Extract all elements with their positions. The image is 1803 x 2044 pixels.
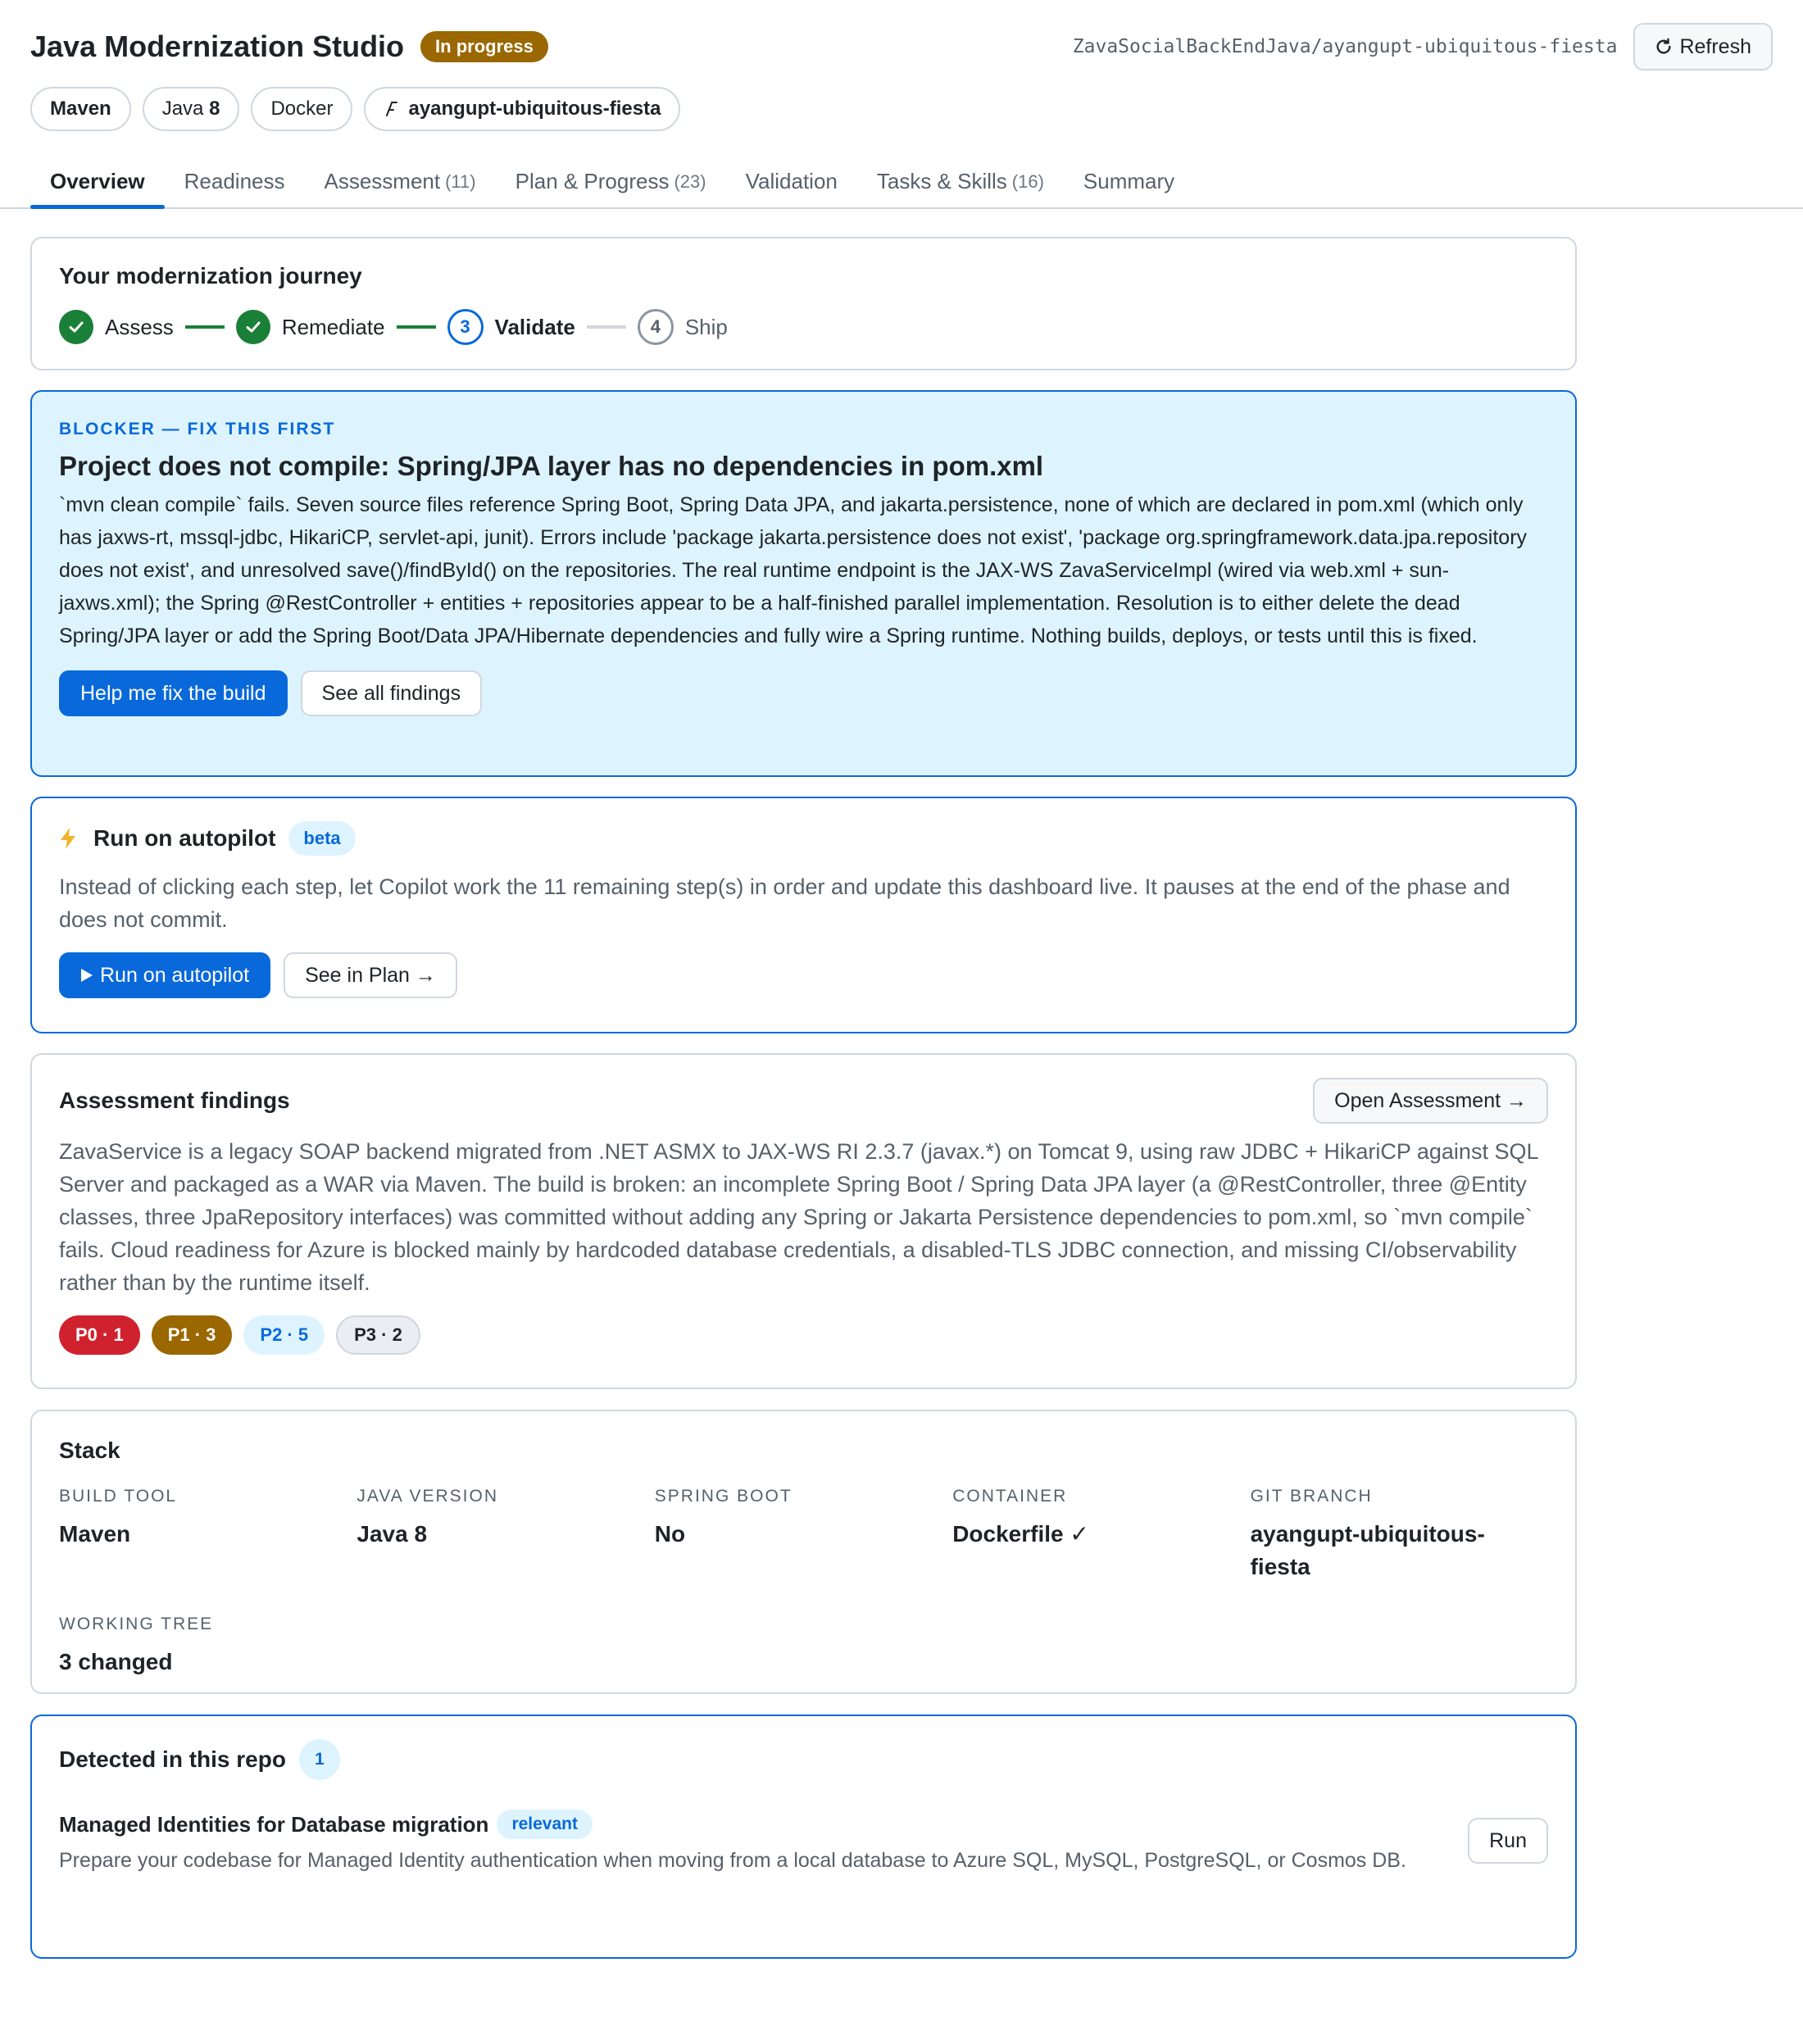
- chip-java-prefix: Java: [161, 98, 204, 120]
- detected-item-content: [59, 1810, 1468, 1877]
- refresh-button[interactable]: [1633, 23, 1773, 70]
- blocker-title: Project does not compile: Spring/JPA layer has no dependencies in pom.xml: [59, 451, 1044, 481]
- relevant-badge: relevant: [497, 1810, 593, 1839]
- assessment-card: [30, 1053, 1577, 1389]
- step-connector: [397, 325, 436, 329]
- header-right: [1073, 23, 1773, 70]
- stack-grid: [59, 1487, 1548, 1678]
- blocker-body: `mvn clean compile` fails. Seven source files reference Spring Boot, Spring Data JPA, and jakarta.persistence, none of which are declared in pom.xml (which only has jaxws-rt, mssql-jdbc, HikariCP, servlet-api, junit). Errors include 'package jakarta.persistence does not exist', 'package org.springframework.data.jpa.repository does not exist', and unresolved save()/findById() on the repositories. The real runtime endpoint is the JAX-WS ZavaServiceImpl (wired via web.xml + sun-jaxws.xml); the Spring @RestController + entities + repositories appear to be a half-finished parallel implementation. Resolution is to either delete the dead Spring/JPA layer or add the Spring Boot/Data JPA/Hibernate dependencies and fully wire a Spring runtime. Nothing builds, deploys, or tests until this is fixed.: [59, 493, 1528, 647]
- stack-label: SPRING BOOT: [654, 1487, 793, 1506]
- stack-label: GIT BRANCH: [1250, 1487, 1373, 1506]
- detected-item-header: [59, 1810, 1427, 1839]
- page-title: Java Modernization Studio: [30, 30, 405, 63]
- tab-assessment[interactable]: [305, 156, 496, 207]
- priority-badge-p1: P1 · 3: [152, 1315, 233, 1355]
- run-autopilot-label: Run on autopilot: [100, 963, 250, 987]
- assessment-title: Assessment findings: [59, 1088, 290, 1113]
- stack-value: ayangupt-ubiquitous-fiesta: [1250, 1521, 1485, 1579]
- tab-label: Assessment: [324, 169, 441, 193]
- priority-badges: [59, 1315, 1548, 1355]
- check-icon: [59, 310, 93, 344]
- stack-card: [30, 1410, 1577, 1694]
- play-icon: [80, 968, 93, 983]
- fix-build-button[interactable]: Help me fix the build: [59, 670, 288, 716]
- detected-item-description: Prepare your codebase for Managed Identity authentication when moving from a local database to Azure SQL, MySQL, PostgreSQL, or Cosmos DB.: [59, 1849, 1406, 1872]
- chip-branch-label: ayangupt-ubiquitous-fiesta: [408, 98, 661, 120]
- autopilot-header: [59, 821, 1548, 856]
- detected-title: Detected in this repo: [59, 1746, 286, 1772]
- detected-header: [59, 1739, 1548, 1780]
- stack-label: CONTAINER: [952, 1487, 1068, 1506]
- tab-tasks-skills[interactable]: [857, 156, 1064, 207]
- assessment-header: [59, 1078, 1548, 1124]
- chip-container: [251, 87, 352, 131]
- stack-label: BUILD TOOL: [59, 1487, 178, 1506]
- tab-count: (11): [445, 170, 476, 192]
- journey-steps: [59, 309, 1548, 345]
- refresh-label: Refresh: [1679, 34, 1751, 58]
- run-autopilot-button[interactable]: [59, 952, 270, 998]
- stack-item-working-tree: [59, 1615, 357, 1678]
- detected-item-name: Managed Identities for Database migration: [59, 1811, 489, 1837]
- journey-title: Your modernization journey: [59, 263, 362, 288]
- tab-label: Plan & Progress: [515, 169, 670, 193]
- tab-label: Summary: [1083, 169, 1175, 193]
- stack-title: Stack: [59, 1438, 120, 1463]
- autopilot-card: [30, 797, 1577, 1033]
- step-connector: [185, 325, 225, 329]
- stack-value: Maven: [59, 1521, 131, 1547]
- refresh-icon: [1655, 38, 1673, 56]
- git-branch-icon: [384, 101, 400, 117]
- run-button[interactable]: Run: [1468, 1818, 1548, 1864]
- stack-item-container: [952, 1487, 1250, 1583]
- tab-label: Tasks & Skills: [876, 169, 1007, 193]
- chip-container-label: Docker: [270, 98, 334, 120]
- priority-badge-p0: P0 · 1: [59, 1315, 140, 1355]
- step-remediate: Remediate: [281, 314, 385, 339]
- stack-label: WORKING TREE: [59, 1615, 214, 1633]
- lightning-icon: [59, 827, 77, 850]
- tab-plan-progress[interactable]: [496, 156, 726, 207]
- tab-validation[interactable]: [726, 156, 857, 207]
- stack-item-git-branch: [1251, 1487, 1548, 1583]
- blocker-card: [30, 390, 1577, 777]
- chip-build-label: Maven: [50, 98, 111, 120]
- tab-count: (16): [1011, 170, 1044, 192]
- chip-java-version: 8: [209, 98, 220, 120]
- detected-count-badge: 1: [299, 1739, 340, 1780]
- chip-java: [143, 87, 240, 131]
- status-badge: In progress: [420, 31, 548, 62]
- priority-badge-p3: P3 · 2: [336, 1315, 420, 1355]
- blocker-eyebrow: BLOCKER — FIX THIS FIRST: [59, 420, 336, 438]
- header: [30, 23, 1773, 70]
- stack-item-spring-boot: [655, 1487, 952, 1583]
- step-validate: Validate: [494, 314, 575, 339]
- tab-count: (23): [674, 170, 706, 192]
- step-ship: Ship: [684, 314, 728, 339]
- journey-card: [30, 237, 1577, 370]
- check-icon: [236, 310, 270, 344]
- assessment-body: ZavaService is a legacy SOAP backend migrated from .NET ASMX to JAX-WS RI 2.3.7 (javax.*) on Tomcat 9, using raw JDBC + HikariCP against SQL Server and packaged as a WAR via Maven. The build is broken: an incomplete Spring Boot / Spring Data JPA layer (a @RestController, three @Entity classes, three JpaRepository interfaces) was committed without adding any Spring or Jakarta Persistence dependencies to pom.xml, so `mvn compile` fails. Cloud readiness for Azure is blocked mainly by hardcoded database credentials, a disabled-TLS JDBC connection, and missing CI/observability rather than by the runtime itself.: [59, 1139, 1538, 1295]
- step-assess: Assess: [105, 314, 174, 339]
- stack-chips: [30, 87, 680, 131]
- stack-item-java-version: [357, 1487, 654, 1583]
- priority-badge-p2: P2 · 5: [243, 1315, 325, 1355]
- tab-label: Validation: [745, 169, 838, 193]
- see-in-plan-button[interactable]: See in Plan →: [284, 952, 457, 998]
- tab-readiness[interactable]: [165, 156, 305, 207]
- tab-label: Readiness: [184, 169, 285, 193]
- tab-summary[interactable]: [1064, 156, 1194, 207]
- stack-value: No: [654, 1521, 686, 1547]
- chip-branch: [364, 87, 680, 131]
- blocker-actions: [59, 670, 1548, 716]
- step-number-current: 3: [447, 309, 484, 345]
- repo-path: ZavaSocialBackEndJava/ayangupt-ubiquitous-fiesta: [1072, 36, 1618, 57]
- tab-label: Overview: [50, 169, 145, 193]
- stack-label: JAVA VERSION: [357, 1487, 498, 1506]
- autopilot-actions: [59, 952, 1548, 998]
- detected-item: [59, 1810, 1548, 1877]
- stack-value: 3 changed: [59, 1649, 173, 1674]
- detected-card: [30, 1715, 1577, 1959]
- autopilot-body: Instead of clicking each step, let Copilot work the 11 remaining step(s) in order and update this dashboard live. It pauses at the end of the phase and does not commit.: [59, 874, 1510, 932]
- autopilot-title: Run on autopilot: [93, 825, 276, 851]
- tab-bar: [0, 156, 1803, 209]
- stack-value: Java 8: [357, 1521, 428, 1547]
- stack-value: Dockerfile ✓: [952, 1521, 1089, 1547]
- chip-build-tool: [30, 87, 131, 131]
- beta-badge: beta: [288, 821, 355, 856]
- open-assessment-button[interactable]: Open Assessment →: [1313, 1078, 1548, 1124]
- step-connector: [587, 325, 626, 329]
- tab-overview[interactable]: [30, 156, 165, 207]
- stack-item-build-tool: [59, 1487, 357, 1583]
- see-all-findings-button[interactable]: See all findings: [301, 670, 483, 716]
- step-number-future: 4: [638, 309, 674, 345]
